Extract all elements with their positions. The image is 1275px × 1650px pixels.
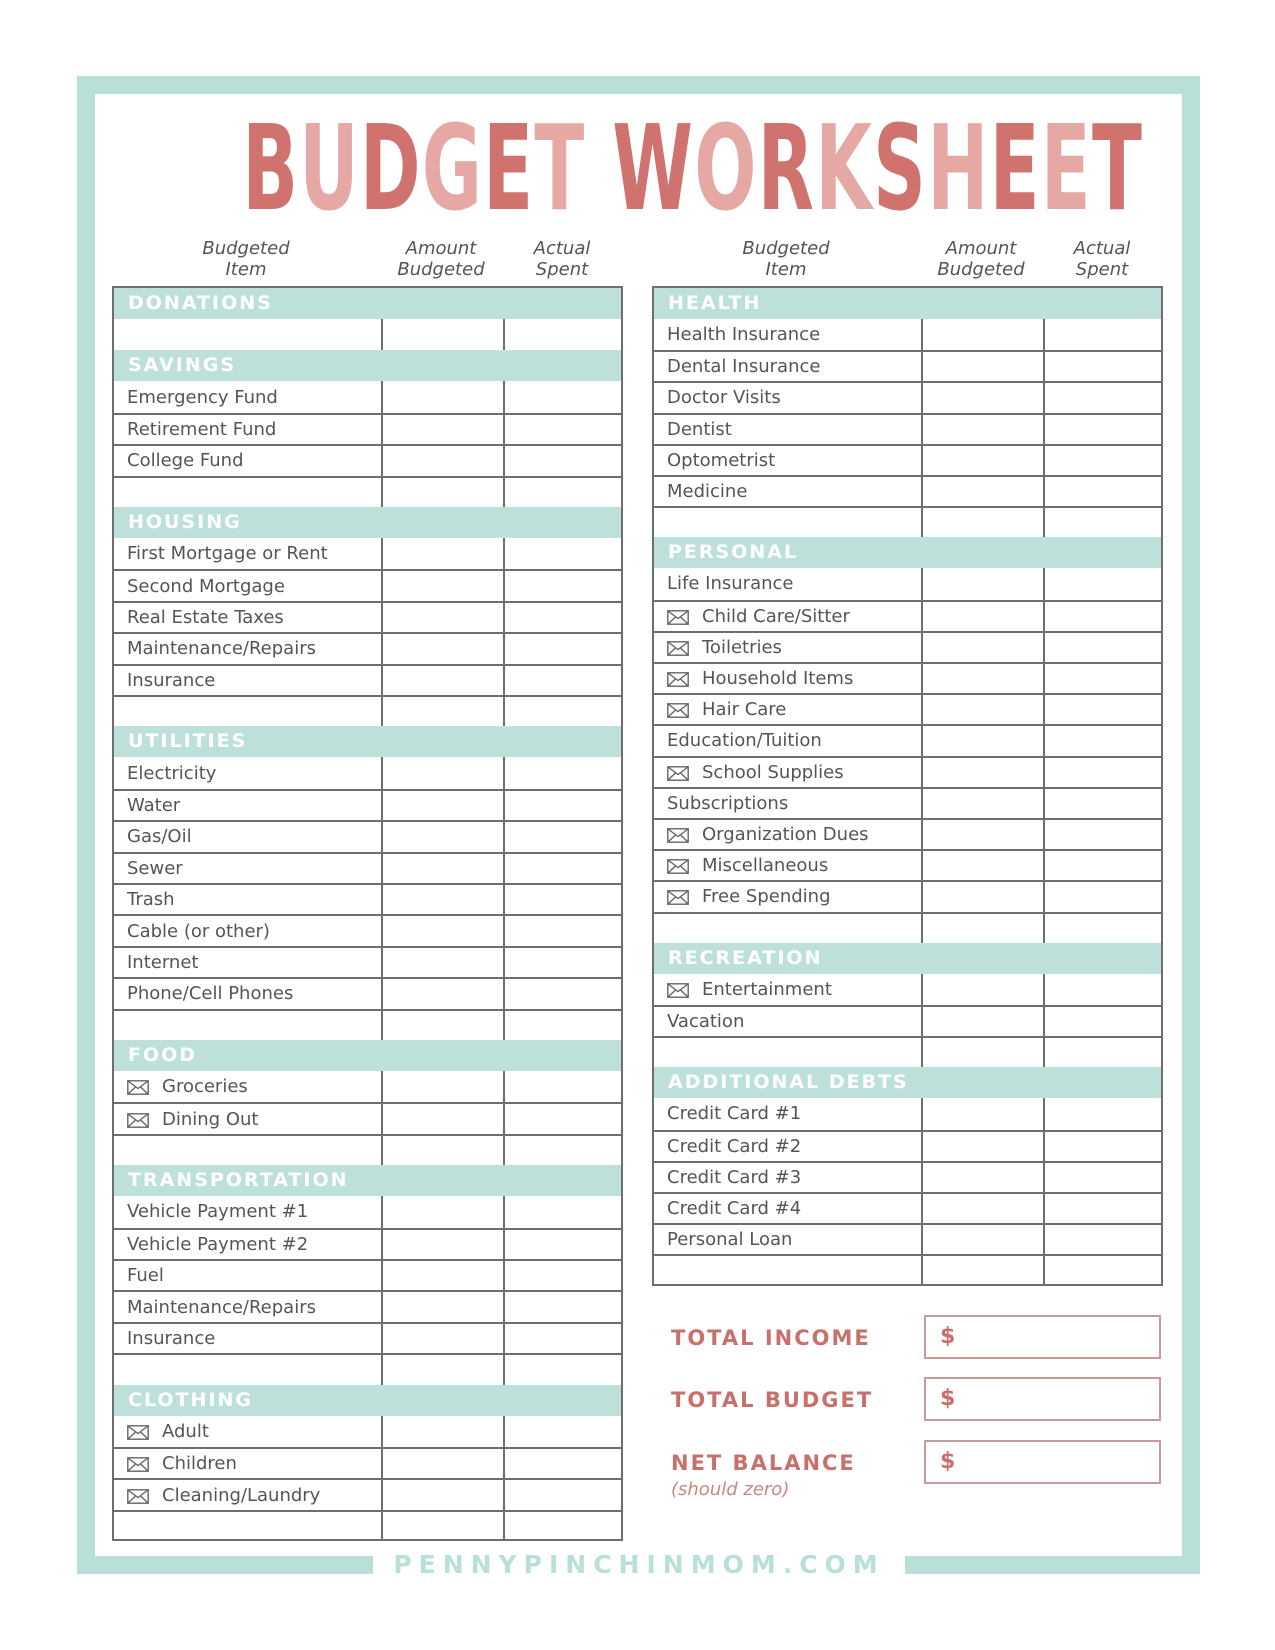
row-label: [127, 1261, 164, 1290]
column-divider: [921, 1098, 923, 1285]
table-row[interactable]: [654, 787, 1161, 818]
column-divider: [503, 319, 505, 350]
dollar-sign: $: [940, 1449, 956, 1474]
row-label-text: Dental Insurance: [667, 356, 821, 378]
column-divider: [503, 1196, 505, 1384]
row-label-text: Dining Out: [162, 1108, 259, 1130]
table-row[interactable]: [114, 1416, 621, 1447]
row-label: [127, 1416, 209, 1447]
row-label-text: Children: [162, 1453, 237, 1475]
envelope-icon: [667, 765, 689, 780]
row-label: [127, 822, 192, 851]
row-label-text: Insurance: [127, 669, 216, 691]
column-divider: [1043, 974, 1045, 1068]
row-label-text: Child Care/Sitter: [702, 605, 850, 627]
table-row[interactable]: [654, 475, 1161, 506]
page-title: [242, 99, 1144, 237]
table-row[interactable]: [114, 632, 621, 663]
table-row[interactable]: [654, 662, 1161, 693]
column-divider: [921, 319, 923, 537]
row-label: [127, 1292, 316, 1321]
row-label-text: Doctor Visits: [667, 387, 781, 409]
col-header-item-line1: Budgeted: [742, 238, 830, 259]
title-letter: B: [242, 99, 300, 237]
row-label: [127, 1480, 320, 1509]
row-label-text: Life Insurance: [667, 573, 794, 595]
blank-row[interactable]: [654, 1036, 1161, 1067]
row-label-text: Phone/Cell Phones: [127, 983, 294, 1005]
row-label-text: First Mortgage or Rent: [127, 543, 328, 565]
table-row[interactable]: [114, 946, 621, 977]
row-label-text: Credit Card #2: [667, 1135, 802, 1157]
column-divider: [503, 1416, 505, 1542]
col-header-item: [186, 238, 306, 280]
row-label-text: Dentist: [667, 418, 732, 440]
table-row[interactable]: [114, 883, 621, 914]
blank-row[interactable]: [114, 319, 621, 350]
title-letter: E: [483, 99, 535, 237]
blank-row[interactable]: [654, 912, 1161, 943]
blank-row[interactable]: [114, 1134, 621, 1165]
title-letter: [586, 99, 613, 237]
table-row[interactable]: [114, 789, 621, 820]
row-label-text: Gas/Oil: [127, 826, 192, 848]
table-row[interactable]: [654, 724, 1161, 755]
table-row[interactable]: [654, 756, 1161, 787]
table-row[interactable]: [114, 1259, 621, 1290]
total-income-field[interactable]: [924, 1315, 1161, 1359]
table-row[interactable]: [114, 381, 621, 412]
row-label: [127, 538, 328, 569]
section-header-food: FOOD: [114, 1040, 621, 1071]
col-header-item-line2: Item: [765, 259, 807, 280]
row-label-text: Credit Card #3: [667, 1166, 802, 1188]
row-label-text: College Fund: [127, 450, 244, 472]
row-label-text: Retirement Fund: [127, 418, 277, 440]
row-label: [127, 571, 285, 600]
row-label: [667, 633, 782, 662]
table-row[interactable]: [114, 1196, 621, 1227]
table-row[interactable]: [654, 631, 1161, 662]
table-row[interactable]: [654, 1161, 1161, 1192]
envelope-icon: [667, 889, 689, 904]
net-balance-label: NET BALANCE: [671, 1451, 856, 1475]
row-label-text: School Supplies: [702, 761, 844, 783]
envelope-icon: [127, 1456, 149, 1471]
column-divider: [503, 538, 505, 726]
column-divider: [503, 1071, 505, 1165]
row-label-text: Emergency Fund: [127, 386, 278, 408]
table-row[interactable]: [654, 444, 1161, 475]
row-label-text: Free Spending: [702, 886, 831, 908]
row-label: [127, 791, 180, 820]
blank-row[interactable]: [114, 1510, 621, 1541]
row-label: [127, 381, 278, 412]
row-label: [667, 695, 786, 724]
envelope-icon: [667, 609, 689, 624]
row-label: [667, 477, 747, 506]
table-row[interactable]: [654, 880, 1161, 911]
row-label: [127, 603, 284, 632]
envelope-icon: [667, 702, 689, 717]
table-row[interactable]: [654, 1098, 1161, 1129]
net-balance-note: (should zero): [671, 1479, 790, 1500]
row-label: [667, 415, 732, 444]
row-label: [127, 1104, 258, 1133]
table-row[interactable]: [654, 413, 1161, 444]
column-divider: [381, 1071, 383, 1165]
row-label-text: Vacation: [667, 1011, 745, 1033]
table-row[interactable]: [114, 1290, 621, 1321]
row-label: [667, 446, 775, 475]
table-row[interactable]: [114, 601, 621, 632]
row-label: [667, 602, 850, 631]
table-row[interactable]: [654, 1223, 1161, 1254]
section-header-recreation: RECREATION: [654, 943, 1161, 974]
table-row[interactable]: [654, 818, 1161, 849]
col-header-actual-line2: Spent: [1075, 259, 1129, 280]
row-label: [127, 634, 316, 663]
footer-url: PENNYPINCHINMOM.COM: [393, 1550, 885, 1579]
title-letter: O: [694, 99, 758, 237]
row-label-text: Vehicle Payment #1: [127, 1201, 309, 1223]
row-label-text: Entertainment: [702, 978, 832, 1000]
row-label: [667, 319, 820, 350]
blank-row[interactable]: [114, 1009, 621, 1040]
column-divider: [381, 381, 383, 507]
section-header-housing: HOUSING: [114, 507, 621, 538]
title-letter: T: [534, 99, 586, 237]
row-label-text: Optometrist: [667, 449, 776, 471]
total-income-label: TOTAL INCOME: [671, 1326, 871, 1350]
table-row[interactable]: [654, 693, 1161, 724]
row-label-text: Second Mortgage: [127, 575, 285, 597]
table-row[interactable]: [654, 974, 1161, 1005]
row-label: [127, 885, 175, 914]
column-divider: [381, 757, 383, 1040]
row-label-text: Miscellaneous: [702, 855, 829, 877]
total-budget-label: TOTAL BUDGET: [671, 1388, 874, 1412]
column-divider: [381, 538, 383, 726]
row-label-text: Groceries: [162, 1076, 248, 1098]
row-label: [667, 851, 828, 880]
title-letter: E: [989, 99, 1041, 237]
table-row[interactable]: [114, 1071, 621, 1102]
title-letter: W: [612, 99, 695, 237]
row-label-text: Internet: [127, 951, 199, 973]
table-row[interactable]: [114, 820, 621, 851]
section-header-savings: SAVINGS: [114, 350, 621, 381]
left-budget-table: [112, 286, 623, 1541]
row-label: [667, 1225, 792, 1254]
col-header-amount-line1: Amount: [945, 238, 1017, 259]
row-label: [667, 1007, 744, 1036]
column-divider: [1043, 1098, 1045, 1285]
table-row[interactable]: [114, 852, 621, 883]
row-label-text: Cable (or other): [127, 920, 270, 942]
envelope-icon: [667, 671, 689, 686]
row-label: [667, 820, 869, 849]
section-header-donations: DONATIONS: [114, 288, 621, 319]
table-row[interactable]: [654, 849, 1161, 880]
title-letter: D: [359, 99, 422, 237]
row-label-text: Credit Card #4: [667, 1198, 802, 1220]
table-row[interactable]: [114, 569, 621, 600]
column-divider: [921, 974, 923, 1068]
blank-row[interactable]: [654, 506, 1161, 537]
table-row[interactable]: [654, 600, 1161, 631]
column-divider: [503, 757, 505, 1040]
row-label: [667, 758, 844, 787]
title-letter: H: [927, 99, 990, 237]
envelope-icon: [127, 1112, 149, 1127]
row-label: [127, 415, 276, 444]
row-label: [127, 757, 216, 788]
envelope-icon: [667, 858, 689, 873]
row-label-text: Real Estate Taxes: [127, 606, 284, 628]
envelope-icon: [667, 827, 689, 842]
row-label-text: Credit Card #1: [667, 1103, 802, 1125]
envelope-icon: [667, 640, 689, 655]
table-row[interactable]: [114, 977, 621, 1008]
section-header-utilities: UTILITIES: [114, 726, 621, 757]
row-label: [127, 854, 183, 883]
table-row[interactable]: [114, 1102, 621, 1133]
row-label-text: Health Insurance: [667, 324, 821, 346]
row-label: [667, 352, 820, 381]
row-label-text: Maintenance/Repairs: [127, 638, 316, 660]
row-label-text: Fuel: [127, 1265, 164, 1287]
row-label: [667, 789, 788, 818]
row-label: [127, 979, 293, 1008]
row-label: [667, 726, 822, 755]
section-header-personal: PERSONAL: [654, 537, 1161, 568]
row-label-text: Medicine: [667, 481, 748, 503]
col-header-item-line2: Item: [225, 259, 267, 280]
section-header-health: HEALTH: [654, 288, 1161, 319]
row-label-text: Personal Loan: [667, 1229, 793, 1251]
right-budget-table: [652, 286, 1163, 1286]
table-row[interactable]: [654, 1005, 1161, 1036]
row-label-text: Insurance: [127, 1327, 216, 1349]
row-label: [667, 1163, 801, 1192]
title-letter: U: [299, 99, 360, 237]
col-header-actual: [502, 238, 622, 280]
column-divider: [1043, 568, 1045, 942]
net-balance-field[interactable]: [924, 1440, 1161, 1484]
title-letter: S: [873, 99, 928, 237]
table-row[interactable]: [114, 1228, 621, 1259]
row-label-text: Toiletries: [702, 636, 782, 658]
row-label-text: Water: [127, 794, 181, 816]
row-label-text: Trash: [127, 889, 175, 911]
row-label-text: Vehicle Payment #2: [127, 1233, 309, 1255]
title-letter: E: [1040, 99, 1093, 237]
row-label: [127, 1071, 248, 1102]
row-label: [127, 1230, 308, 1259]
envelope-icon: [127, 1079, 149, 1094]
envelope-icon: [667, 982, 689, 997]
row-label: [667, 882, 831, 911]
col-header-actual-line2: Spent: [535, 259, 589, 280]
blank-row[interactable]: [654, 1254, 1161, 1285]
blank-row[interactable]: [114, 695, 621, 726]
row-label-text: Maintenance/Repairs: [127, 1296, 316, 1318]
table-row[interactable]: [114, 914, 621, 945]
table-row[interactable]: [114, 1447, 621, 1478]
row-label-text: Organization Dues: [702, 824, 869, 846]
title-letter: T: [1092, 99, 1144, 237]
row-label: [667, 1098, 801, 1129]
column-divider: [503, 381, 505, 507]
table-row[interactable]: [114, 664, 621, 695]
row-label: [127, 948, 198, 977]
col-header-amount-line2: Budgeted: [397, 259, 485, 280]
column-divider: [381, 319, 383, 350]
row-label: [127, 1324, 215, 1353]
col-header-actual-line1: Actual: [533, 238, 591, 259]
table-row[interactable]: [114, 413, 621, 444]
col-header-amount-line1: Amount: [405, 238, 477, 259]
row-label: [127, 446, 244, 475]
col-header-item-line1: Budgeted: [202, 238, 290, 259]
section-header-clothing: CLOTHING: [114, 1385, 621, 1416]
table-row[interactable]: [654, 568, 1161, 599]
row-label-text: Education/Tuition: [667, 730, 822, 752]
envelope-icon: [127, 1424, 149, 1439]
row-label-text: Sewer: [127, 857, 183, 879]
col-header-item-right: [726, 238, 846, 280]
column-divider: [921, 568, 923, 942]
blank-row[interactable]: [114, 1353, 621, 1384]
col-header-actual-right: [1042, 238, 1162, 280]
table-row[interactable]: [654, 1192, 1161, 1223]
table-row[interactable]: [114, 444, 621, 475]
row-label-text: Adult: [162, 1420, 209, 1442]
column-divider: [381, 1196, 383, 1384]
row-label-text: Subscriptions: [667, 792, 789, 814]
row-label: [667, 383, 781, 412]
dollar-sign: $: [940, 1386, 956, 1411]
total-budget-field[interactable]: [924, 1377, 1161, 1421]
title-letter: K: [815, 99, 874, 237]
col-header-amount: [380, 238, 502, 280]
dollar-sign: $: [940, 1324, 956, 1349]
row-label-text: Household Items: [702, 668, 854, 690]
row-label-text: Hair Care: [702, 699, 787, 721]
col-header-amount-right: [920, 238, 1042, 280]
row-label-text: Cleaning/Laundry: [162, 1484, 321, 1506]
table-row[interactable]: [114, 757, 621, 788]
row-label: [127, 666, 215, 695]
table-row[interactable]: [654, 381, 1161, 412]
row-label: [667, 664, 853, 693]
row-label: [667, 1132, 801, 1161]
table-row[interactable]: [654, 1130, 1161, 1161]
row-label: [127, 1449, 237, 1478]
col-header-amount-line2: Budgeted: [937, 259, 1025, 280]
table-row[interactable]: [114, 1478, 621, 1509]
envelope-icon: [127, 1488, 149, 1503]
row-label: [667, 568, 793, 599]
col-header-actual-line1: Actual: [1073, 238, 1131, 259]
row-label: [667, 1194, 801, 1223]
section-header-transportation: TRANSPORTATION: [114, 1165, 621, 1196]
table-row[interactable]: [654, 350, 1161, 381]
row-label: [127, 1196, 308, 1227]
section-header-additional-debts: ADDITIONAL DEBTS: [654, 1067, 1161, 1098]
table-row[interactable]: [114, 1322, 621, 1353]
title-letter: R: [757, 99, 816, 237]
column-divider: [1043, 319, 1045, 537]
table-row[interactable]: [654, 319, 1161, 350]
column-divider: [381, 1416, 383, 1542]
row-label: [127, 916, 270, 945]
row-label-text: Electricity: [127, 762, 217, 784]
blank-row[interactable]: [114, 476, 621, 507]
title-letter: G: [421, 99, 484, 237]
table-row[interactable]: [114, 538, 621, 569]
row-label: [667, 974, 832, 1005]
